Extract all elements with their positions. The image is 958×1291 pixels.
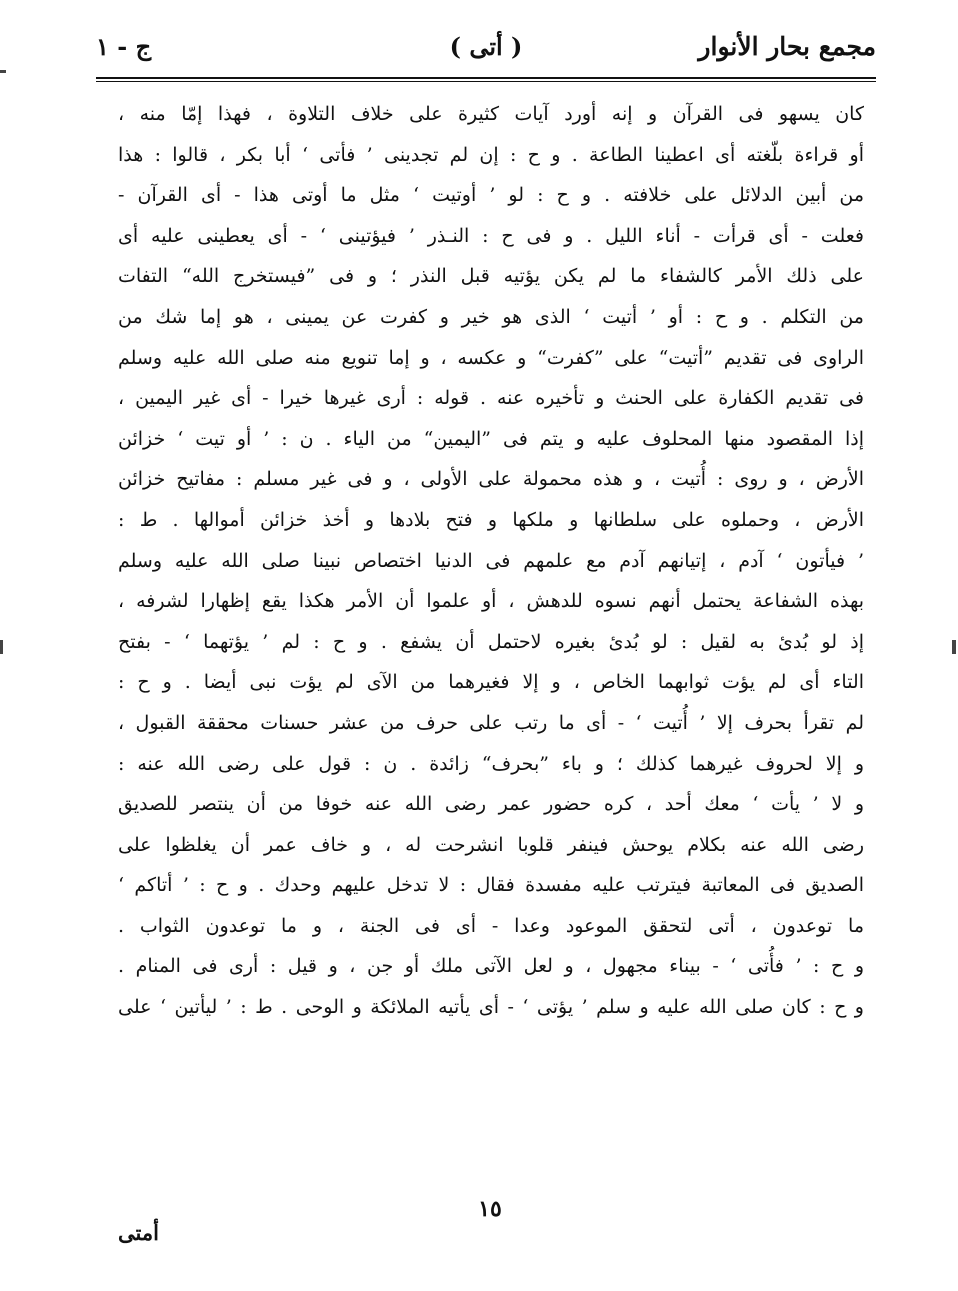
catchword: أمتى [118,1220,159,1245]
text-line: بهذه الشفاعة يحتمل أنهم نسوه للدهش ، أو علموا أن الأمر هكذا يقع إظهارا لشرفه ، [118,590,864,613]
text-line: من التكلم . و ح : أو ’ أتيت ‘ الذى هو خير و كفرت عن يمينى ، هو إما شك من [118,305,864,328]
entry-heading: ( أتى ) [449,32,523,61]
text-line: فعلت - أى قرأت - أناء الليل . و فى ح : النـذر ’ فيؤتينى ‘ - أى يعطينى عليه أى [118,224,864,247]
text-line: رضى الله عنه بكلام يوحش فينفر قلوبا انشرحت له ، و خاف عمر أن يغلظوا على [118,833,864,856]
text-line: إذ لو بُدئ به لقيل : لو بُدئ بغيره لاحتمل أن يشفع . و ح : لم ’ يؤتهما ‘ - بفتح [118,630,864,653]
text-line: على ذلك الأمر كالشفاء ما لم يكن يؤتيه قبل النذر ؛ و فى ”فيستخرج الله“ التفات [118,265,864,288]
text-line: من أبين الدلائل على خلافته . و ح : لو ’ أوتيت ‘ مثل ما أوتى هذا - أى القرآن - [118,184,864,207]
text-line: فى تقديم الكفارة على الحنث و تأخيره عنه . قوله : أرى غيرها خيرا - أى غير اليمين ، [118,387,864,410]
text-line: أو قراءة بلّغته أى اعطينا الطاعة . و ح : إن لم تجدينى ’ فأتى ‘ أبا بكر ، قالوا : هذا [118,143,864,166]
text-line: الأرض ، وحملوه على سلطانها و ملكها و فتح بلادها و أخذ خزائن أموالها . ط : [118,508,864,531]
text-line: التاء أى لم يؤت ثوابهما الخاص ، و إلا فغيرهما من الآى لم يؤت نبى أيضا . و ح : [118,671,864,694]
header-rule [96,77,876,79]
text-line: لم تقرأ بحرف إلا ’ أُتيت ‘ - أى ما رتب على حرف من عشر حسنات محققة القبول ، [118,711,864,734]
running-header [96,28,876,74]
text-line: و إلا لحروف غيرهما كذلك ؛ و باء ”بحرف“ زائدة . ن : قول على رضى الله عنه : [118,752,864,775]
body-text [118,94,864,1028]
book-title: مجمع بحار الأنوار [698,32,876,61]
volume-number: ج - ١ [96,32,152,61]
margin-mark-top-left [0,70,6,73]
text-line: الأرض ، و روى : أُتيت ، و هذه محمولة على الأولى ، و فى غير مسلم : مفاتيح خزائن [118,468,864,491]
text-line: الصديق فى المعاتبة فيترتب عليه مفسدة فقال : لا تدخل عليهم وحدك . و ح : ’ أتاكم ‘ [118,874,864,897]
text-line: و لا ’ يأت ‘ معك أحد ، كره حضور عمر رضى الله عنه خوفا من أن ينتصر للصديق [118,793,864,816]
text-line: و ح : ’ فأُتى ‘ - بيناء مجهول ، و لعل الآتى ملك أو جن ، و قيل : أرى فى المنام . [118,955,864,978]
text-line: الراوى فى تقديم ”أتيت“ على ”كفرت“ و عكسه ، و إما تنويع منه صلى الله عليه وسلم [118,346,864,369]
page-number: ١٥ [478,1196,502,1222]
header-rule-thin [96,81,876,82]
margin-mark-left [0,640,3,654]
text-line: إذا المقصود منها المحلوف عليه و يتم فى ”اليمين“ من الياء . ن : ’ أو تيت ‘ خزائن [118,427,864,450]
text-line: ’ فيأتون ‘ آدم ، إتيانهم آدم مع علمهم فى الدنيا اختصاص نبينا صلى الله عليه وسلم [118,549,864,572]
margin-mark-right [952,640,956,654]
text-line: كان يسهو فى القرآن و إنه أورد آيات كثيرة على خلاف التلاوة ، فهذا إمّا منه ، [118,103,864,125]
text-line: ما توعدون ، أتى لتحقق الموعود وعدا - أى فى الجنة ، و ما توعدون الثواب . [118,914,864,937]
text-line: و ح : كان صلى الله عليه و سلم ’ يؤتى ‘ - أى يأتيه الملائكة و الوحى . ط : ’ ليأتين ‘ على [118,996,864,1019]
